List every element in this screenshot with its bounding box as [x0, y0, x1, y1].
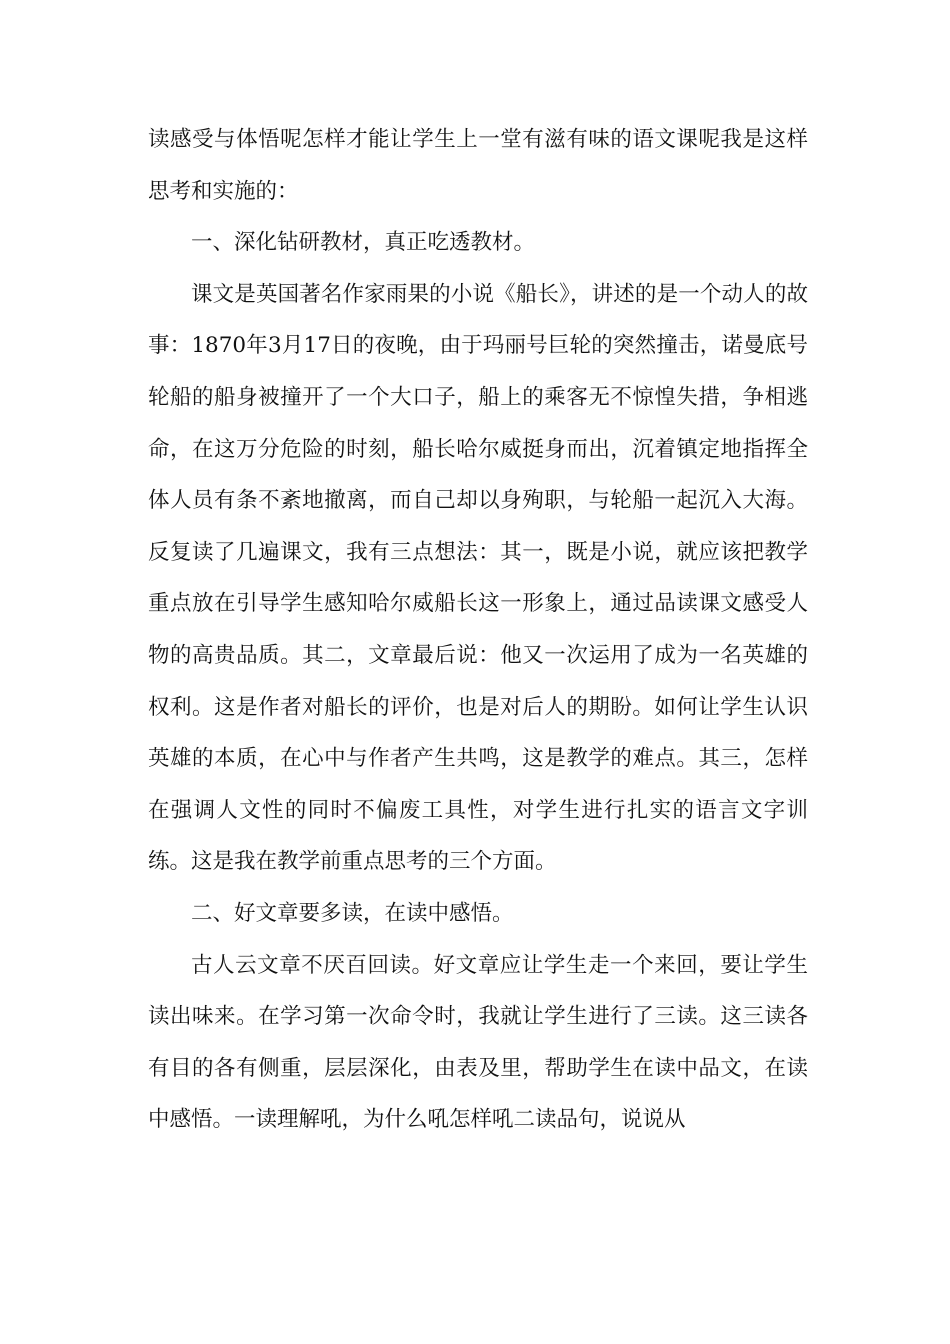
- paragraph-continuation: 读感受与体悟呢怎样才能让学生上一堂有滋有味的语文课呢我是这样思考和实施的：: [148, 127, 808, 204]
- body-text: [148, 114, 808, 1146]
- section-heading-2: 二、好文章要多读，在读中感悟。: [191, 900, 514, 926]
- section-heading-1: 一、深化钻研教材，真正吃透教材。: [191, 230, 536, 256]
- paragraph-captain-analysis: 课文是英国著名作家雨果的小说《船长》，讲述的是一个动人的故事：1870年3月17日的夜晚，由于玛丽号巨轮的突然撞击，诺曼底号轮船的船身被撞开了一个大口子，船上的乘客无不惊惶失措，争相逃命，在这万分危险的时刻，船长哈尔威挺身而出，沉着镇定地指挥全体人员有条不紊地撤离，而自己却以身殉职，与轮船一起沉入大海。反复读了几遍课文，我有三点想法：其一，既是小说，就应该把教学重点放在引导学生感知哈尔威船长这一形象上，通过品读课文感受人物的高贵品质。其二，文章最后说：他又一次运用了成为一名英雄的权利。这是作者对船长的评价，也是对后人的期盼。如何让学生认识英雄的本质，在心中与作者产生共鸣，这是教学的难点。其三，怎样在强调人文性的同时不偏废工具性，对学生进行扎实的语言文字训练。这是我在教学前重点思考的三个方面。: [148, 281, 808, 875]
- paragraph-reading-method: 古人云文章不厌百回读。好文章应让学生走一个来回，要让学生读出味来。在学习第一次命令时，我就让学生进行了三读。这三读各有目的各有侧重，层层深化，由表及里，帮助学生在读中品文，在读中感悟。一读理解吼，为什么吼怎样吼二读品句，说说从: [148, 952, 808, 1133]
